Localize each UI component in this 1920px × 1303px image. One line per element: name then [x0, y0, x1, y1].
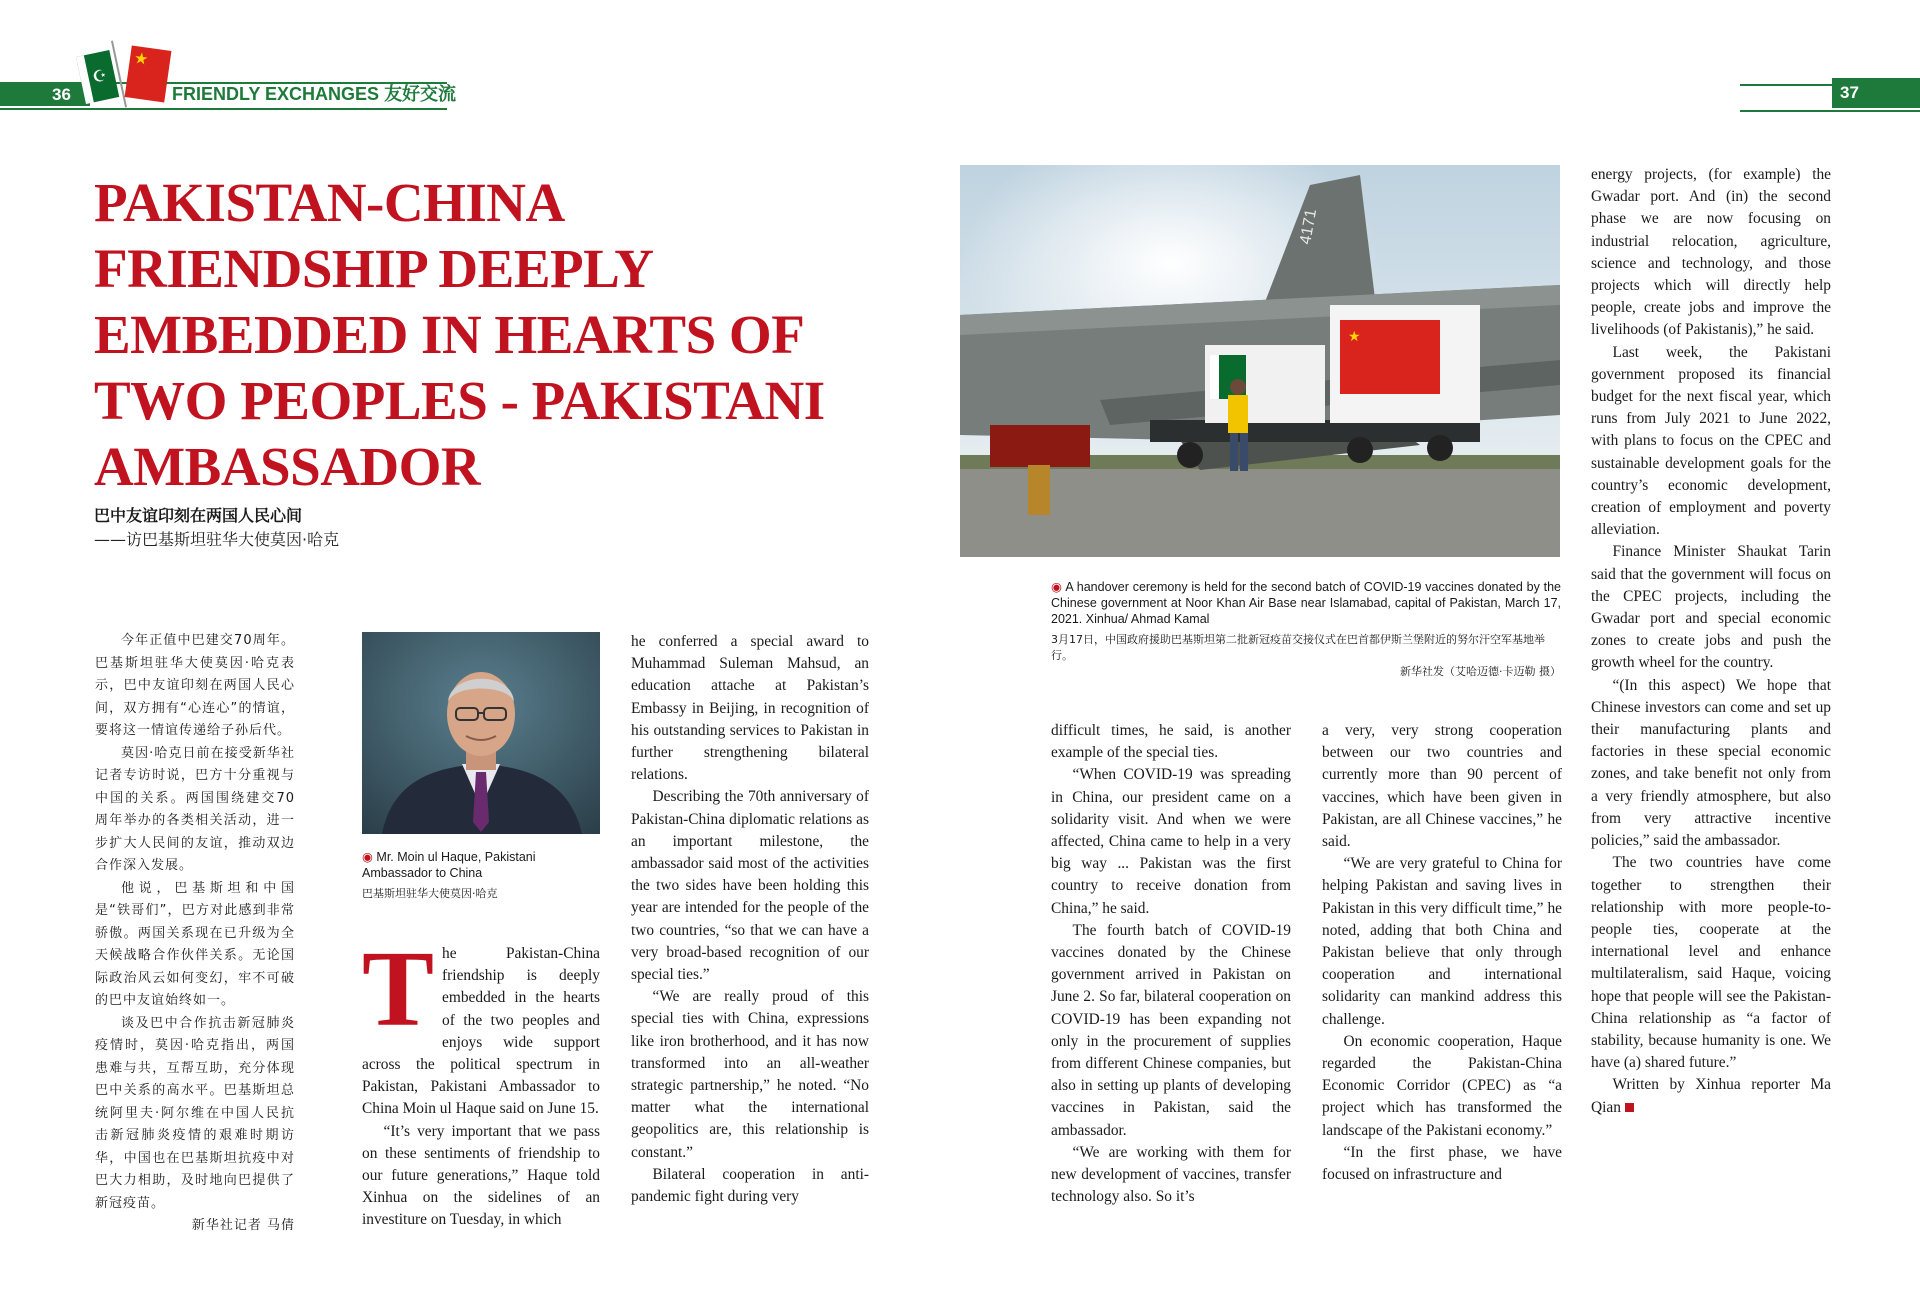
china-flag-icon: ★	[125, 45, 172, 102]
lead-paragraph	[362, 930, 600, 1121]
plane-tail-number: 4171	[1297, 207, 1321, 246]
section-label-cn: 友好交流	[384, 84, 457, 105]
page-number-tab-right	[1832, 78, 1920, 108]
cn-paragraph: 今年正值中巴建交70周年。巴基斯坦驻华大使莫因·哈克表示，巴中友谊印刻在两国人民心间，双方拥有“心连心”的情谊，要将这一情谊传递给子孙后代。	[95, 633, 295, 738]
page-number-tab-left	[0, 84, 90, 106]
paragraph: “When COVID-19 was spreading in China, our president came on a solidarity visit. And when we were affected, China came to help in a very big way ... Pakistan was the first country to receive donation from China,” he said.	[1051, 766, 1291, 917]
photo-caption-cn	[1051, 632, 1561, 680]
paragraph: The two countries have come together to strengthen their relationship with more people-to-people ties, cooperate at the international level and enhance multilateralism, said Haque, voicing hope that people will see the Pakistan-China relationship as “a factor of stability, because humanity is one. We have (a) shared future.”	[1591, 854, 1831, 1072]
paragraph: “(In this aspect) We hope that Chinese investors can come and set up their manufacturing plants and factories in these special economic zones, and take benefit not only from a very friendly atmosphere, but also from very attractive incentive policies,” said the ambassador.	[1591, 676, 1831, 850]
paragraph: Bilateral cooperation in anti-pandemic fight during very	[631, 1165, 869, 1206]
paragraph: a very, very strong cooperation between our two countries and currently more than 90 percent of vaccines, which have been given in Pakistan, are all Chinese vaccines,” he said.	[1322, 722, 1562, 851]
cn-byline: 新华社记者 马倩	[191, 1218, 295, 1233]
section-label	[172, 82, 456, 106]
cn-paragraph: 他说，巴基斯坦和中国是“铁哥们”，巴方对此感到非常骄傲。两国关系现在已升级为全天候战略合作伙伴关系。无论国际政治风云如何变幻，牢不可破的巴中友谊始终如一。	[95, 880, 295, 1008]
page-number-right: 37	[1840, 83, 1859, 102]
paragraph: difficult times, he said, is another example of the special ties.	[1051, 722, 1291, 762]
paragraph: “It’s very important that we pass on these sentiments of friendship to our future generations,” Haque told Xinhua on the sidelines of an investiture on Tuesday, in which	[362, 1122, 600, 1229]
article-column-1	[362, 930, 600, 1232]
photo-caption	[1051, 579, 1561, 627]
portrait-caption-en: Mr. Moin ul Haque, Pakistani Ambassador to China	[362, 850, 536, 880]
camera-icon: ◉	[1051, 579, 1063, 594]
chinese-subtitle: ——访巴基斯坦驻华大使莫因·哈克	[94, 530, 340, 549]
paragraph: energy projects, (for example) the Gwadar port. And (in) the second phase we are now focusing on industrial relocation, agriculture, science and technology, and those projects which will directly help people, create jobs and improve the livelihoods (of Pakistanis),” he said.	[1591, 166, 1831, 339]
lead-paragraph-text: he Pakistan-China friendship is deeply embedded in the hearts of the two peoples and enjoys wide support across the political spectrum in Pakistan, Pakistani Ambassador to China Moin ul Haque said on June 15.	[362, 945, 600, 1118]
paragraph: “In the first phase, we have focused on infrastructure and	[1322, 1143, 1562, 1184]
paragraph: Finance Minister Shaukat Tarin said that the government will focus on the CPEC projects, including the Gwadar port and special economic zones to create jobs and push the growth wheel for the country.	[1591, 543, 1831, 672]
paragraph: Last week, the Pakistani government proposed its financial budget for the next fiscal year, which runs from July 2021 to June 2022, with plans to focus on the CPEC and sustainable development goals for the country’s economic development, creation of employment and poverty alleviation.	[1591, 343, 1831, 539]
ambassador-portrait	[362, 632, 600, 834]
pakistan-flag-icon: ☪	[76, 50, 119, 104]
article-headline: PAKISTAN-CHINA FRIENDSHIP DEEPLY EMBEDDED IN HEARTS OF TWO PEOPLES - PAKISTANI AMBASSADOR	[94, 172, 825, 497]
paragraph: “We are working with them for new development of vaccines, transfer technology also. So it’s	[1051, 1143, 1291, 1206]
portrait-caption-cn: 巴基斯坦驻华大使莫因·哈克	[362, 887, 498, 900]
article-column-5	[1591, 164, 1831, 1119]
chinese-summary-column	[95, 630, 295, 1238]
end-mark-icon	[1625, 1103, 1634, 1112]
cn-paragraph: 谈及巴中合作抗击新冠肺炎疫情时，莫因·哈克指出，两国患难与共，互帮互助，充分体现巴中关系的高水平。巴基斯坦总统阿里夫·阿尔维在中国人民抗击新冠肺炎疫情的艰难时期访华，中国也在巴基斯坦抗疫中对巴大力相助，及时地向巴提供了新冠疫苗。	[95, 1015, 295, 1211]
article-column-4	[1322, 720, 1562, 1186]
portrait-caption	[362, 849, 602, 881]
section-label-en: FRIENDLY EXCHANGES	[172, 84, 380, 104]
paragraph: “We are really proud of this special ties with China, expressions like iron brotherhood, and it has now transformed into an all-weather strategic partnership,” he noted. “No matter what the international geopolitics are, this relationship is constant.”	[631, 988, 869, 1161]
svg-text:★: ★	[1348, 329, 1361, 345]
page-number-left: 36	[52, 85, 71, 104]
paragraph: Describing the 70th anniversary of Pakistan-China diplomatic relations as an important milestone, the ambassador said most of the activities the two sides have been holding this year are intended for the people of the two countries, “so that we can have a very broad-based recognition of our special ties.”	[631, 788, 869, 984]
author-credit	[1591, 1074, 1831, 1118]
vaccine-handover-photo	[960, 165, 1560, 557]
photo-caption-en: A handover ceremony is held for the second batch of COVID-19 vaccines donated by the Chinese government at Noor Khan Air Base near Islamabad, capital of Pakistan, March 17, 2021. Xinhua/ Ahmad Kamal	[1051, 580, 1561, 626]
paragraph: he conferred a special award to Muhammad Suleman Mahsud, an education attache at Pakistan’s Embassy in Beijing, in recognition of his outstanding services to Pakistan in further strengthening bilateral relations.	[631, 633, 869, 784]
author-credit-text: Written by Xinhua reporter Ma Qian	[1591, 1076, 1831, 1116]
paragraph: The fourth batch of COVID-19 vaccines donated by the Chinese government arrived in Pakistan on June 2. So far, bilateral cooperation on COVID-19 has been expanding not only in the procurement of supplies from different Chinese companies, but also in setting up plants of developing vaccines in Pakistan, said the ambassador.	[1051, 921, 1291, 1139]
article-column-3	[1051, 720, 1291, 1208]
photo-credit-cn: 新华社发（艾哈迈德·卡迈勒 摄）	[1400, 665, 1561, 678]
chinese-title: 巴中友谊印刻在两国人民心间	[94, 506, 303, 525]
cn-paragraph: 莫因·哈克日前在接受新华社记者专访时说，巴方十分重视与中国的关系。两国围绕建交70周年举办的各类相关活动，进一步扩大人民间的友谊，推动双边合作深入发展。	[95, 745, 295, 873]
article-column-2	[631, 631, 869, 1208]
photo-caption-cn-text: 3月17日，中国政府援助巴基斯坦第二批新冠疫苗交接仪式在巴首都伊斯兰堡附近的努尔汗空军基地举行。	[1051, 633, 1545, 662]
paragraph: “We are very grateful to China for helping Pakistan and saving lives in Pakistan in this very difficult time,” he noted, adding that both China and Pakistan believe that only through cooperation and international solidarity can mankind address this challenge.	[1322, 855, 1562, 1028]
paragraph: On economic cooperation, Haque regarded the Pakistan-China Economic Corridor (CPEC) as “a project which has transformed the landscape of the Pakistani economy.”	[1322, 1032, 1562, 1139]
camera-icon: ◉	[362, 849, 373, 864]
drop-cap: T	[362, 930, 435, 1049]
